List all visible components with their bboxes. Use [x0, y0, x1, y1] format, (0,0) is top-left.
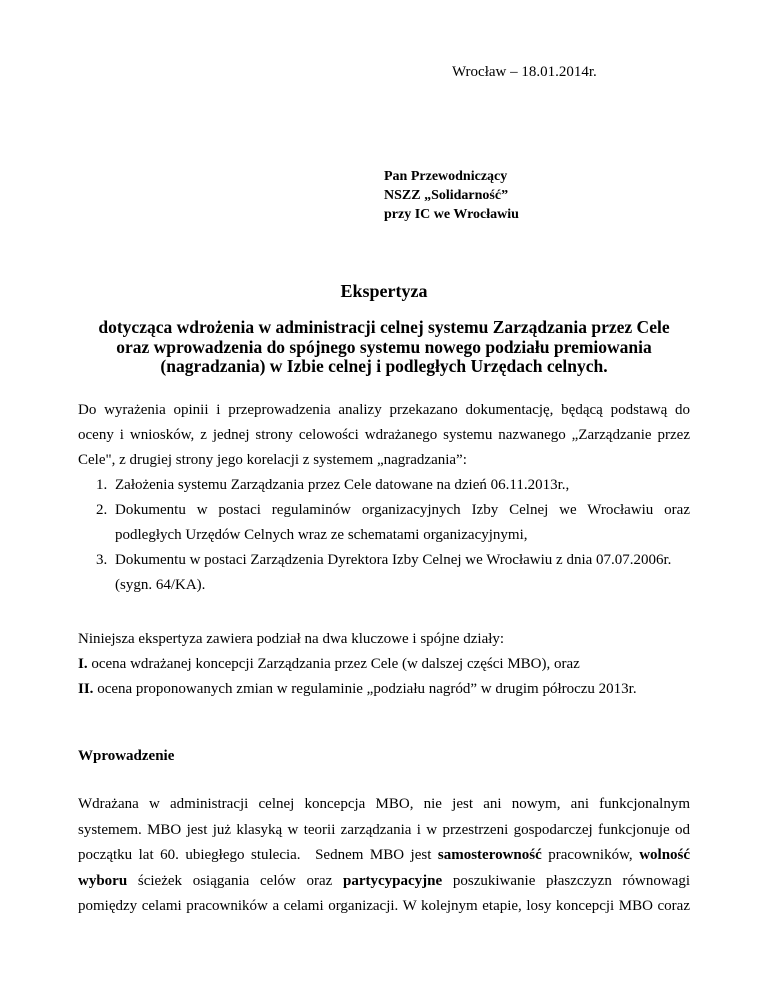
text-run: ścieżek osiągania celów oraz [137, 872, 333, 889]
intro-paragraph [78, 398, 690, 473]
list-text: Dokumentu w postaci Zarządzenia Dyrektora Izby Celnej we Wrocławiu z dnia 07.07.2006r. [115, 552, 672, 568]
addressee-line: NSZZ „Solidarność” [384, 188, 509, 203]
document-title: Ekspertyza [340, 281, 428, 301]
documents-list [78, 473, 690, 598]
section-text: ocena proponowanych zmian w regulaminie „podziału nagród” w drugim półroczu 2013r. [93, 681, 637, 697]
subtitle-line: oraz wprowadzenia do spójnego systemu nowego podziału premiowania [116, 336, 652, 357]
list-text: podległych Urzędów Celnych wraz ze schematami organizacyjnymi, [115, 527, 528, 543]
text-line: oceny i wniosków, z jednej strony celowości wdrażanego systemu nazwanego „Zarządzanie przez [78, 427, 690, 443]
text-line: pomiędzy celami pracowników a celami organizacji. W kolejnym etapie, losy koncepcji MBO coraz [78, 898, 690, 914]
text-run: Sednem MBO jest [315, 847, 432, 863]
addressee-block [384, 167, 519, 224]
text-line: systemem. MBO jest już klasyką w teorii zarządzania i w przestrzeni gospodarczej funkcjonuje od [78, 821, 690, 838]
subtitle-line: (nagradzania) w Izbie celnej i podległych Urzędach celnych. [160, 356, 608, 376]
section-item [78, 652, 690, 677]
list-item [78, 548, 690, 598]
section-item [78, 677, 690, 702]
sections-intro: Niniejsza ekspertyza zawiera podział na dwa kluczowe i spójne działy: [78, 631, 505, 647]
text-line [78, 869, 690, 895]
addressee-line: Pan Przewodniczący [384, 169, 508, 184]
text-line: Do wyrażenia opinii i przeprowadzenia analizy przekazano dokumentację, będącą podstawą do [78, 402, 690, 418]
section-label: I. [78, 656, 88, 672]
list-text: Dokumentu w postaci regulaminów organizacyjnych Izby Celnej we Wrocławiu oraz [115, 502, 690, 518]
list-item [78, 498, 690, 548]
introduction-paragraph [78, 792, 690, 920]
date-line: Wrocław – 18.01.2014r. [452, 64, 597, 80]
emphasis-text: partycypacyjne [343, 872, 443, 889]
text-run: pracowników, [548, 847, 633, 863]
list-number: 2. [96, 502, 108, 518]
text-line: Wdrażana w administracji celnej koncepcja MBO, nie jest ani nowym, ani funkcjonalnym [78, 796, 690, 812]
sections-block [78, 627, 690, 702]
document-subtitle [78, 318, 690, 377]
section-label: II. [78, 681, 94, 697]
subtitle-line: dotycząca wdrożenia w administracji celnej systemu Zarządzania przez Cele [98, 317, 670, 337]
text-line [78, 843, 690, 869]
list-number: 1. [96, 477, 108, 493]
section-text: ocena wdrażanej koncepcji Zarządzania przez Cele (w dalszej części MBO), oraz [87, 656, 580, 672]
list-text: (sygn. 64/KA). [115, 577, 206, 593]
text-run: początku lat 60. ubiegłego stulecia. [78, 847, 301, 863]
section-heading: Wprowadzenie [78, 748, 175, 764]
text-run: poszukiwanie płaszczyzn równowagi [452, 872, 690, 889]
addressee-line: przy IC we Wrocławiu [384, 207, 519, 222]
text-line: Cele", z drugiej strony jego korelacji z systemem „nagradzania”: [78, 452, 467, 468]
list-number: 3. [96, 552, 108, 568]
emphasis-text: samosterowność [437, 847, 542, 863]
emphasis-text: wolność [639, 847, 691, 863]
list-item [78, 473, 690, 498]
list-text: Założenia systemu Zarządzania przez Cele datowane na dzień 06.11.2013r., [115, 477, 570, 493]
emphasis-text: wyboru [78, 872, 128, 889]
